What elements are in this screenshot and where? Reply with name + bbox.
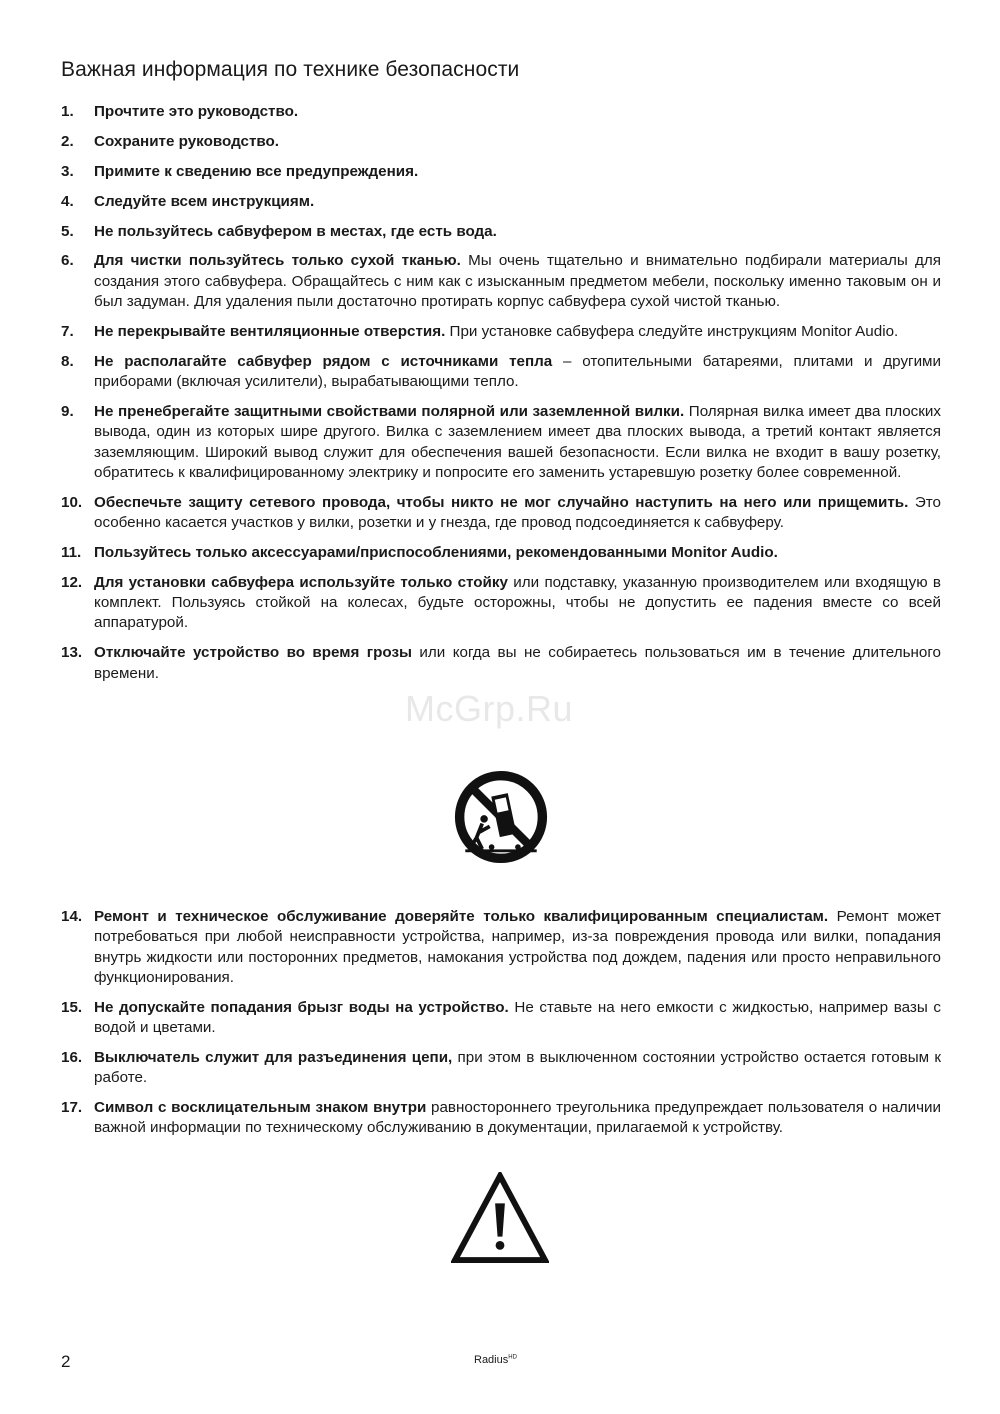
item-heading: Обеспечьте защиту сетевого провода, чтобы никто не мог случайно наступить на него или прищемить. [94, 493, 909, 511]
item-heading: Пользуйтесь только аксессуарами/приспособлениями, рекомендованными Monitor Audio. [94, 543, 778, 561]
list-item [61, 1048, 941, 1089]
item-number: 11. [61, 543, 82, 561]
item-text: или когда вы не собираетесь пользоваться им в течение длительного времени. [94, 644, 941, 682]
item-text: Ремонт может потребоваться при любой неисправности устройства, например, из-за повреждения провода или вилки, попадания внутрь жидкости или посторонних предметов, намокания устройства под дождем, падения или просто неправильного функционирования. [94, 908, 942, 986]
item-text: равностороннего треугольника предупреждает пользователя о наличии важной информации по техническому обслуживанию в документации, прилагаемой к устройству. [94, 1099, 941, 1137]
item-number: 2. [61, 132, 74, 150]
item-text: при этом в выключенном состоянии устройство остается готовым к работе. [94, 1048, 942, 1087]
list-item [61, 251, 941, 312]
list-item [61, 192, 941, 212]
item-heading: Для чистки пользуйтесь только сухой тканью. [94, 252, 461, 270]
item-text: Не ставьте на него емкости с жидкостью, например вазы с водой и цветами. [94, 998, 941, 1037]
footer-brand: Radius$^{HD}$ [474, 1354, 517, 1366]
list-item [61, 102, 941, 122]
item-text: или подставку, указанную производителем или входящую в комплект. Пользуясь стойкой на колесах, будьте осторожны, чтобы не допустить ее падения вместе со всей аппаратурой. [94, 573, 942, 632]
page-number: 2 [61, 1352, 71, 1371]
item-heading: Не допускайте попадания брызг воды на устройство. [94, 998, 509, 1016]
item-number: 17. [61, 1099, 83, 1117]
item-heading: Не пользуйтесь сабвуфером в местах, где есть вода. [94, 222, 497, 240]
list-item [61, 402, 941, 483]
cart-tip-over-warning-icon [454, 770, 548, 864]
item-heading: Сохраните руководство. [94, 132, 280, 150]
item-number: 6. [61, 252, 74, 270]
item-text: – отопительными батареями, плитами и другими приборами (включая усилители), вырабатывающими тепло. [94, 352, 941, 391]
item-heading: Примите к сведению все предупреждения. [94, 162, 419, 180]
item-text: Мы очень тщательно и внимательно подбирали материалы для создания этого сабвуфера. Обращайтесь с ним как с изысканным предметом мебели, поскольку именно таковым он и был задуман. Для удаления пыли достаточно протирать корпус сабвуфера сухой чистой тканью. [94, 252, 941, 311]
item-heading: Выключатель служит для разъединения цепи, [94, 1048, 453, 1066]
item-number: 8. [61, 352, 74, 370]
item-text: Полярная вилка имеет два плоских вывода, один из которых шире другого. Вилка с заземлением имеет два плоских вывода, а третий контакт является заземляющим. Широкий вывод служит для обеспечения вашей безопасности. Если вилка не входит в вашу розетку, обратитесь к квалифицированному электрику и попросите его заменить устаревшую розетку более современной. [94, 403, 941, 481]
item-number: 13. [61, 644, 83, 662]
list-item [61, 352, 941, 393]
list-item [61, 573, 941, 634]
list-item [61, 222, 941, 242]
list-item [61, 493, 941, 534]
list-item [61, 162, 941, 182]
list-item [61, 1098, 941, 1139]
item-text: Это особенно касается участков у вилки, розетки и у гнезда, где провод подсоединяется к сабвуферу. [94, 493, 941, 532]
list-item [61, 322, 941, 342]
watermark: McGrp.Ru [405, 688, 574, 729]
item-number: 5. [61, 222, 74, 240]
item-heading: Символ с восклицательным знаком внутри [94, 1099, 427, 1117]
item-heading: Ремонт и техническое обслуживание доверяйте только квалифицированным специалистам. [94, 908, 829, 925]
item-text: При установке сабвуфера следуйте инструкциям Monitor Audio. [445, 322, 899, 340]
item-heading: Не перекрывайте вентиляционные отверстия. [94, 322, 446, 340]
list-item [61, 132, 941, 152]
item-number: 3. [61, 162, 74, 180]
list-item [61, 643, 941, 684]
item-number: 14. [61, 908, 83, 925]
item-number: 12. [61, 573, 83, 591]
item-number: 10. [61, 493, 83, 511]
list-item [61, 907, 941, 988]
item-heading: Для установки сабвуфера используйте только стойку [94, 573, 508, 591]
safety-list-part-1 [61, 102, 941, 694]
item-number: 1. [61, 103, 74, 120]
item-number: 7. [61, 322, 74, 340]
list-item [61, 998, 941, 1039]
item-heading: Прочтите это руководство. [94, 103, 299, 120]
item-heading: Следуйте всем инструкциям. [94, 192, 315, 210]
exclamation-triangle-icon [451, 1172, 549, 1264]
list-item [61, 543, 941, 563]
item-number: 4. [61, 192, 74, 210]
item-heading: Не пренебрегайте защитными свойствами полярной или заземленной вилки. [94, 403, 685, 421]
item-heading: Отключайте устройство во время грозы [94, 644, 412, 662]
item-heading: Не располагайте сабвуфер рядом с источниками тепла [94, 352, 553, 370]
item-number: 16. [61, 1048, 83, 1066]
item-number: 15. [61, 998, 83, 1016]
item-number: 9. [61, 403, 74, 421]
safety-list-part-2 [61, 907, 941, 1148]
page-title: Важная информация по технике безопасности [61, 58, 520, 81]
